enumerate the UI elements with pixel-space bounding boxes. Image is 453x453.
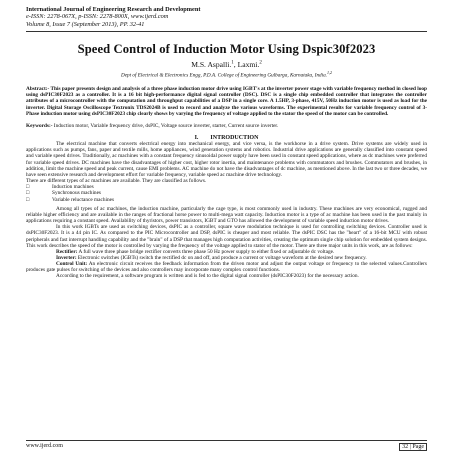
author-1-sup: 1 <box>231 60 234 66</box>
intro-paragraph-4: In this work IGBTs are used as switching devices, dsPIC as a controller, square wave modulation technique is used for controlling switching devices. Controller used is dsPIC30F2023. It is a 44 pin IC. As compared to the PIC Microcontroller and DSP, dsPIC is cheaper and most reliable. The dsPIC DSC has the "heart" of a 16-bit MCU with robust peripherals and fast interrupt handling capability and the "brain" of a DSP that manages high computation activities, creating the optimum single chip solution for embedded system designs. This work describes the speed of the motor is controlled by varying the frequency of the voltage applied to stator of the motor. There are three major units in this work, are as follows: <box>26 224 427 249</box>
intro-paragraph-2: There are different types of ac machines are available. They are classified as follows. <box>26 178 207 185</box>
author-1: M.S. Aspalli. <box>191 60 232 70</box>
abstract-label: Abstract:- <box>26 85 50 92</box>
abstract-text: This paper presents design and analysis of a three phase induction motor drive using IGBT's at the inverter power stage with variable frequency method in closed loop using dsPIC30F2023 as a controller. It is a 16 bit high-performance digital signal controller (DSC). DSC is a single chip embedded controller that integrates the controller attributes of a microcontroller with the computation and throughput capabilities of a DSP in a single core. A 1.5HP, 3-phase, 415V, 50Hz induction motor is used as load for the inverter. Digital Storage Oscilloscope Textronix TDS2024B is used to record and analyze the various waveforms. The experimental results for variable frequency control of 3-Phase induction motor using dsPIC30F2023 chip clearly shows by varying the frequency of voltage applied to the stator the speed of the motor can be controlled. <box>26 85 427 117</box>
journal-name: International Journal of Engineering Research and Development <box>26 6 201 13</box>
control-unit-paragraph: Control Unit: An electronic circuit receives the feedback information from the driven motor and adjust the output voltage or frequency to the selected values.Controllers produces gate pulses for switching of the devices and also controllers may incorporate many complex control functions. <box>26 261 427 274</box>
inverter-paragraph: Inverter: Electronic switches (IGBTs) switch the rectified dc on and off, and produce a current or voltage waveform at the desired new frequency. <box>56 254 367 261</box>
affiliation-sup: 1,2 <box>326 70 332 76</box>
abstract <box>26 86 427 117</box>
introduction-body <box>26 141 427 279</box>
footer-site: www.ijerd.com <box>26 443 63 449</box>
affiliation-text: Dept of Electrical & Electronics Engg, P.D.A. College of Engineering Gulbarga, Karnataka, India. <box>121 72 327 79</box>
page-footer <box>26 440 427 451</box>
intro-paragraph-5: According to the requirement, a software program is written and is fed to the digital signal controller (dsPIC30F2023) for the necessary action. <box>56 273 359 280</box>
journal-volume: Volume 8, Issue 7 (September 2013), PP. 32-41 <box>26 20 145 28</box>
keywords-label: Keywords:- <box>26 122 53 129</box>
authors <box>26 60 427 69</box>
intro-paragraph-3: Among all types of ac machines, the induction machine, particularly the cage type, is most commonly used in industry. These machines are very economical, rugged and reliable higher efficiency and are available in the ranges of fractional horse power to multi-mega watt capacity. Induction motor is a type of ac machine has been used in the past mainly in applications requiring a constant speed. Availability of thyristors, power transistors, IGBT and GTO has allowed the development of variable speed induction motor drives. <box>26 205 427 225</box>
machine-types-list <box>26 184 427 202</box>
journal-header <box>26 6 427 28</box>
paper-title: Speed Control of Induction Motor Using Dspic30f2023 <box>77 42 376 57</box>
bullet-icon: □ <box>26 196 30 203</box>
inverter-label: Inverter: <box>56 254 77 261</box>
list-item: □ Induction machines <box>26 184 94 191</box>
rectifier-label: Rectifier: <box>56 248 78 255</box>
section-heading-introduction: I. INTRODUCTION <box>194 135 259 142</box>
affiliation <box>26 70 427 79</box>
header-rule <box>26 31 427 32</box>
bullet-icon: □ <box>26 184 30 191</box>
page-number: 32 | Page <box>399 443 427 451</box>
rectifier-paragraph: Rectifier: A full wave three phase bridge rectifier converts three phase 50 Hz power supply to either fixed or adjustable dc voltage. <box>56 248 335 255</box>
author-2: , Laxmi. <box>233 60 260 70</box>
keywords-text: Induction motor, Variable frequency drive, dsPIC, Voltage source inverter, starter, Current source inverter. <box>52 122 279 129</box>
list-item: □ Variable reluctance machines <box>26 196 115 203</box>
journal-issn: e-ISSN: 2278-067X, p-ISSN: 2278-800X, www.ijerd.com <box>26 13 169 21</box>
list-item: □ Synchronous machines <box>26 190 101 197</box>
author-2-sup: 2 <box>259 60 262 66</box>
bullet-icon: □ <box>26 190 30 197</box>
keywords <box>26 123 427 129</box>
control-unit-label: Control Unit: <box>56 261 88 268</box>
intro-paragraph-1: The electrical machine that converts electrical energy into mechanical energy, and vice versa, is the workhorse in a drive system. Drive systems are widely used in applications such as pumps, fans, paper and textile mills, home appliances, wind generation systems and robotics. Industrial drive applications are generally classified into constant speed and variable speed drives. Traditionally, ac machines with a constant frequency sinusoidal power supply have been used in constant speed applications, where as dc machines were preferred for variable speed drives. DC machines have the disadvantages of higher cost, higher rotor inertia, and maintenance problems with commutators and brushes. Commutators and brushes, in addition, limit the machine speed and peak current, cause EMI problems. AC machine do not have the disadvantages of dc machine, as mentioned above. In the last two or three decades, we have seen extensive research and development effort for variable frequency, variable speed ac machine drive technology. <box>26 141 427 178</box>
